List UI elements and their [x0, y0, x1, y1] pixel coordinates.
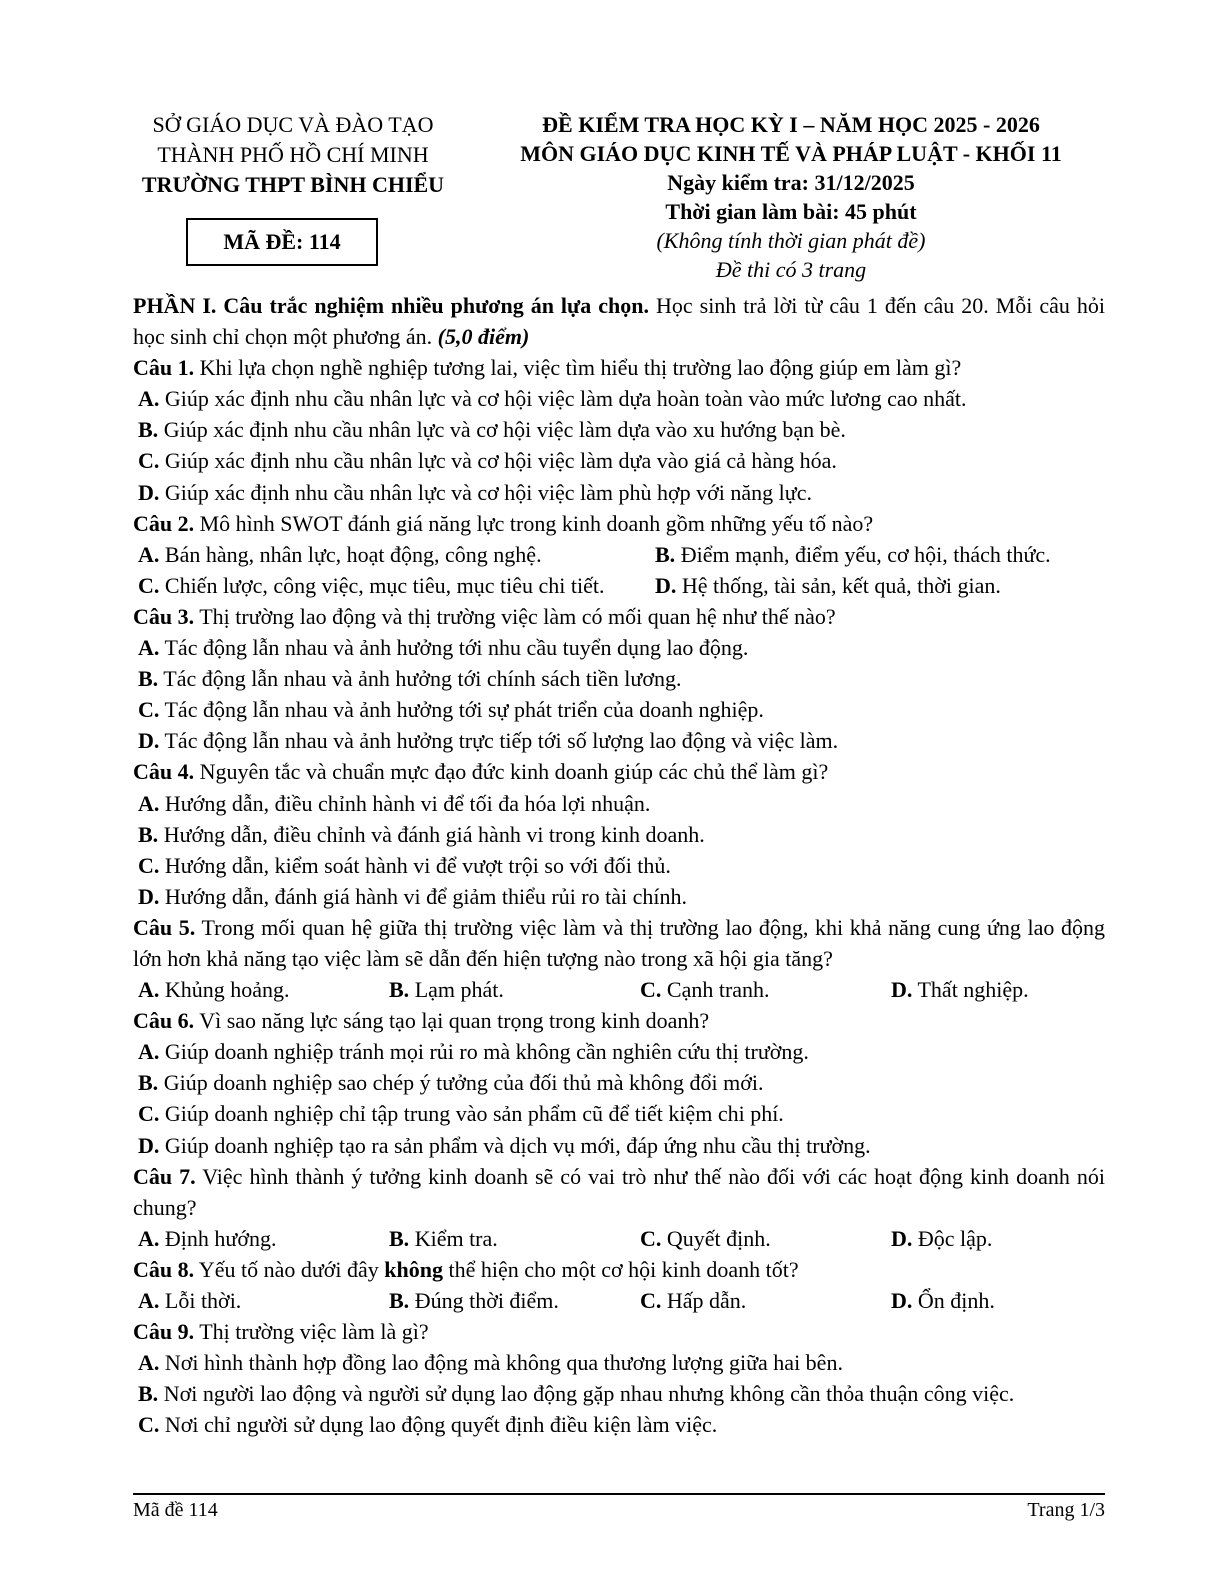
option-text: Hệ thống, tài sản, kết quả, thời gian.: [676, 572, 1001, 598]
option-text: Nơi hình thành hợp đồng lao động mà không qua thương lượng giữa hai bên.: [159, 1350, 843, 1376]
option-text: Giúp xác định nhu cầu nhân lực và cơ hội việc làm dựa vào xu hướng bạn bè.: [158, 417, 846, 443]
option-key: B.: [138, 666, 159, 692]
option-1a: [133, 383, 1105, 414]
question-label: Câu 6.: [133, 1008, 195, 1034]
option-3c: [133, 694, 1105, 725]
option-6d: [133, 1130, 1105, 1161]
option-4d: [133, 881, 1105, 912]
pages-note: Đề thi có 3 trang: [715, 257, 867, 282]
options-row: [133, 1285, 1105, 1316]
option-key: D.: [138, 1132, 160, 1158]
option-9c: [133, 1409, 1105, 1440]
option-text: Điểm mạnh, điểm yếu, cơ hội, thách thức.: [675, 541, 1051, 567]
option-text: Giúp xác định nhu cầu nhân lực và cơ hội việc làm phù hợp với năng lực.: [159, 479, 812, 505]
option-key: B.: [138, 417, 159, 443]
option-text: Hấp dẫn.: [661, 1288, 747, 1313]
option-text: Giúp doanh nghiệp chỉ tập trung vào sản phẩm cũ để tiết kiệm chi phí.: [159, 1101, 784, 1127]
footer-exam-code: Mã đề 114: [133, 1499, 218, 1521]
option-5c: [640, 974, 891, 1005]
exam-date: Ngày kiểm tra: 31/12/2025: [667, 170, 915, 195]
question-text: Việc hình thành ý tưởng kinh doanh sẽ có vai trò như thế nào đối với các hoạt động kinh doanh nói chung?: [133, 1163, 1105, 1220]
option-8d: [891, 1285, 995, 1316]
option-key: A.: [138, 1039, 160, 1065]
option-text: Định hướng.: [159, 1225, 277, 1251]
option-9a: [133, 1347, 1105, 1378]
option-5b: [389, 974, 640, 1005]
page-footer: [133, 1497, 1105, 1523]
question-label: Câu 7.: [133, 1163, 196, 1189]
question-text: Khi lựa chọn nghề nghiệp tương lai, việc tìm hiểu thị trường lao động giúp em làm gì?: [194, 355, 962, 381]
exam-title: ĐỀ KIỂM TRA HỌC KỲ I – NĂM HỌC 2025 - 2026: [542, 112, 1040, 137]
option-key: A.: [138, 541, 160, 567]
footer-divider: [133, 1493, 1105, 1495]
option-key: C.: [138, 1101, 160, 1127]
option-key: B.: [389, 1225, 410, 1251]
option-key: D.: [655, 572, 677, 598]
option-key: A.: [138, 386, 160, 412]
subject-title: MÔN GIÁO DỤC KINH TẾ VÀ PHÁP LUẬT - KHỐI 11: [520, 141, 1062, 166]
option-key: C.: [138, 697, 160, 723]
option-text: Giúp xác định nhu cầu nhân lực và cơ hội việc làm dựa hoàn toàn vào mức lương cao nhất.: [159, 386, 967, 412]
option-key: A.: [138, 1288, 160, 1313]
option-key: B.: [138, 1381, 159, 1407]
option-text: Giúp doanh nghiệp tạo ra sản phẩm và dịch vụ mới, đáp ứng nhu cầu thị trường.: [159, 1132, 871, 1158]
part1-instruction: Học sinh trả lời từ câu 1 đến câu 20. Mỗi câu hỏi học sinh chỉ chọn một phương án.: [133, 293, 1106, 350]
option-2d: [655, 570, 1001, 601]
option-8c: [640, 1285, 891, 1316]
option-3b: [133, 663, 1105, 694]
option-text: Thất nghiệp.: [912, 977, 1029, 1003]
option-1c: [133, 445, 1105, 476]
question-4: [133, 756, 1105, 787]
option-4c: [133, 850, 1105, 881]
question-text: Trong mối quan hệ giữa thị trường việc làm và thị trường lao động, khi khả năng cung ứng lao động lớn hơn khả năng tạo việc làm sẽ dẫn đến hiện tượng nào trong xã hội gia tăng?: [133, 914, 1106, 971]
option-text: Hướng dẫn, đánh giá hành vi để giảm thiểu rủi ro tài chính.: [159, 883, 687, 909]
option-text: Cạnh tranh.: [661, 977, 770, 1003]
question-label: Câu 9.: [133, 1319, 195, 1345]
option-9b: [133, 1378, 1105, 1409]
option-6a: [133, 1036, 1105, 1067]
question-3: [133, 601, 1105, 632]
option-text: Lỗi thời.: [159, 1288, 242, 1313]
option-key: B.: [389, 1288, 410, 1313]
option-key: D.: [891, 977, 913, 1003]
question-label: Câu 1.: [133, 355, 195, 381]
option-2c: [138, 570, 655, 601]
question-label: Câu 2.: [133, 510, 195, 536]
question-text: Mô hình SWOT đánh giá năng lực trong kinh doanh gồm những yếu tố nào?: [194, 510, 874, 536]
option-text: Tác động lẫn nhau và ảnh hưởng trực tiếp tới số lượng lao động và việc làm.: [159, 728, 839, 754]
option-text: Khủng hoảng.: [159, 977, 290, 1003]
option-2b: [655, 539, 1051, 570]
option-key: A.: [138, 790, 160, 816]
option-key: B.: [138, 1070, 159, 1096]
question-9: [133, 1316, 1105, 1347]
option-key: C.: [640, 1288, 662, 1313]
option-5d: [891, 974, 1029, 1005]
options-row: [133, 1223, 1105, 1254]
option-key: A.: [138, 635, 160, 661]
options-row: [133, 570, 1105, 601]
question-label: Câu 4.: [133, 759, 195, 785]
option-text: Chiến lược, công việc, mục tiêu, mục tiêu chi tiết.: [159, 572, 605, 598]
option-5a: [138, 974, 389, 1005]
option-key: D.: [138, 479, 160, 505]
part1-heading: [133, 290, 1105, 352]
option-8b: [389, 1285, 640, 1316]
question-text: Thị trường việc làm là gì?: [194, 1319, 429, 1345]
option-text: Tác động lẫn nhau và ảnh hưởng tới sự phát triển của doanh nghiệp.: [159, 697, 764, 723]
question-5: [133, 912, 1105, 974]
option-text: Quyết định.: [661, 1225, 771, 1251]
option-text: Giúp doanh nghiệp tránh mọi rủi ro mà không cần nghiên cứu thị trường.: [159, 1039, 809, 1065]
option-text: Tác động lẫn nhau và ảnh hưởng tới chính sách tiền lương.: [158, 666, 682, 692]
options-row: [133, 539, 1105, 570]
question-label: Câu 5.: [133, 914, 196, 940]
option-6b: [133, 1067, 1105, 1098]
option-1d: [133, 477, 1105, 508]
option-text: Độc lập.: [912, 1225, 993, 1251]
option-key: B.: [655, 541, 676, 567]
department-name: SỞ GIÁO DỤC VÀ ĐÀO TẠO: [152, 112, 434, 137]
page-number: Trang 1/3: [1027, 1499, 1105, 1521]
option-key: A.: [138, 1350, 160, 1376]
part1-title: PHẦN I. Câu trắc nghiệm nhiều phương án lựa chọn.: [133, 293, 649, 318]
question-emphasis: không: [384, 1256, 443, 1282]
option-8a: [138, 1285, 389, 1316]
option-7b: [389, 1223, 640, 1254]
option-7d: [891, 1223, 992, 1254]
option-text: Đúng thời điểm.: [409, 1288, 559, 1313]
option-3d: [133, 725, 1105, 756]
question-6: [133, 1005, 1105, 1036]
question-text: Yếu tố nào dưới đây: [194, 1256, 385, 1282]
question-label: Câu 8.: [133, 1256, 195, 1282]
option-3a: [133, 632, 1105, 663]
option-7c: [640, 1223, 891, 1254]
option-key: C.: [138, 852, 160, 878]
option-text: Lạm phát.: [409, 977, 504, 1003]
question-label: Câu 3.: [133, 603, 195, 629]
exam-body: [133, 290, 1105, 1440]
option-key: C.: [640, 977, 662, 1003]
question-text: Nguyên tắc và chuẩn mực đạo đức kinh doanh giúp các chủ thể làm gì?: [194, 759, 829, 785]
option-key: A.: [138, 1225, 160, 1251]
option-text: Hướng dẫn, kiểm soát hành vi để vượt trội so với đối thủ.: [159, 852, 671, 878]
option-text: Bán hàng, nhân lực, hoạt động, công nghệ.: [159, 541, 542, 567]
option-4b: [133, 819, 1105, 850]
option-key: C.: [138, 448, 160, 474]
header-right: [478, 110, 1104, 284]
duration-note: (Không tính thời gian phát đề): [656, 228, 926, 253]
option-6c: [133, 1098, 1105, 1129]
exam-duration: Thời gian làm bài: 45 phút: [665, 199, 917, 224]
option-4a: [133, 788, 1105, 819]
options-row: [133, 974, 1105, 1005]
exam-code-box: MÃ ĐỀ: 114: [186, 218, 378, 266]
option-key: D.: [138, 883, 160, 909]
option-text: Hướng dẫn, điều chỉnh hành vi để tối đa hóa lợi nhuận.: [159, 790, 651, 816]
part1-points: (5,0 điểm): [437, 324, 530, 350]
option-text: Hướng dẫn, điều chỉnh và đánh giá hành vi trong kinh doanh.: [158, 821, 705, 847]
option-key: A.: [138, 977, 160, 1003]
header-left: [118, 110, 468, 200]
option-key: C.: [138, 572, 160, 598]
option-key: D.: [891, 1225, 913, 1251]
city-name: THÀNH PHỐ HỒ CHÍ MINH: [157, 142, 429, 167]
question-7: [133, 1161, 1105, 1223]
option-key: B.: [389, 977, 410, 1003]
option-key: C.: [640, 1225, 662, 1251]
question-1: [133, 352, 1105, 383]
option-text: Tác động lẫn nhau và ảnh hưởng tới nhu cầu tuyển dụng lao động.: [159, 635, 749, 661]
option-text: Giúp xác định nhu cầu nhân lực và cơ hội việc làm dựa vào giá cả hàng hóa.: [159, 448, 837, 474]
option-text: Nơi người lao động và người sử dụng lao động gặp nhau nhưng không cần thỏa thuận công việc.: [158, 1381, 1015, 1407]
option-key: B.: [138, 821, 159, 847]
option-key: D.: [891, 1288, 913, 1313]
school-name: TRƯỜNG THPT BÌNH CHIỂU: [141, 172, 445, 197]
option-key: D.: [138, 728, 160, 754]
option-text: Nơi chỉ người sử dụng lao động quyết định điều kiện làm việc.: [159, 1412, 718, 1438]
option-text: Ổn định.: [912, 1288, 995, 1313]
question-text: Vì sao năng lực sáng tạo lại quan trọng trong kinh doanh?: [194, 1008, 710, 1034]
question-2: [133, 508, 1105, 539]
option-2a: [138, 539, 655, 570]
question-8: [133, 1254, 1105, 1285]
option-text: Giúp doanh nghiệp sao chép ý tưởng của đối thủ mà không đổi mới.: [158, 1070, 764, 1096]
option-key: C.: [138, 1412, 160, 1438]
option-text: Kiểm tra.: [409, 1225, 498, 1251]
question-text: Thị trường lao động và thị trường việc làm có mối quan hệ như thế nào?: [194, 603, 836, 629]
option-7a: [138, 1223, 389, 1254]
question-text: thể hiện cho một cơ hội kinh doanh tốt?: [443, 1256, 799, 1282]
option-1b: [133, 414, 1105, 445]
